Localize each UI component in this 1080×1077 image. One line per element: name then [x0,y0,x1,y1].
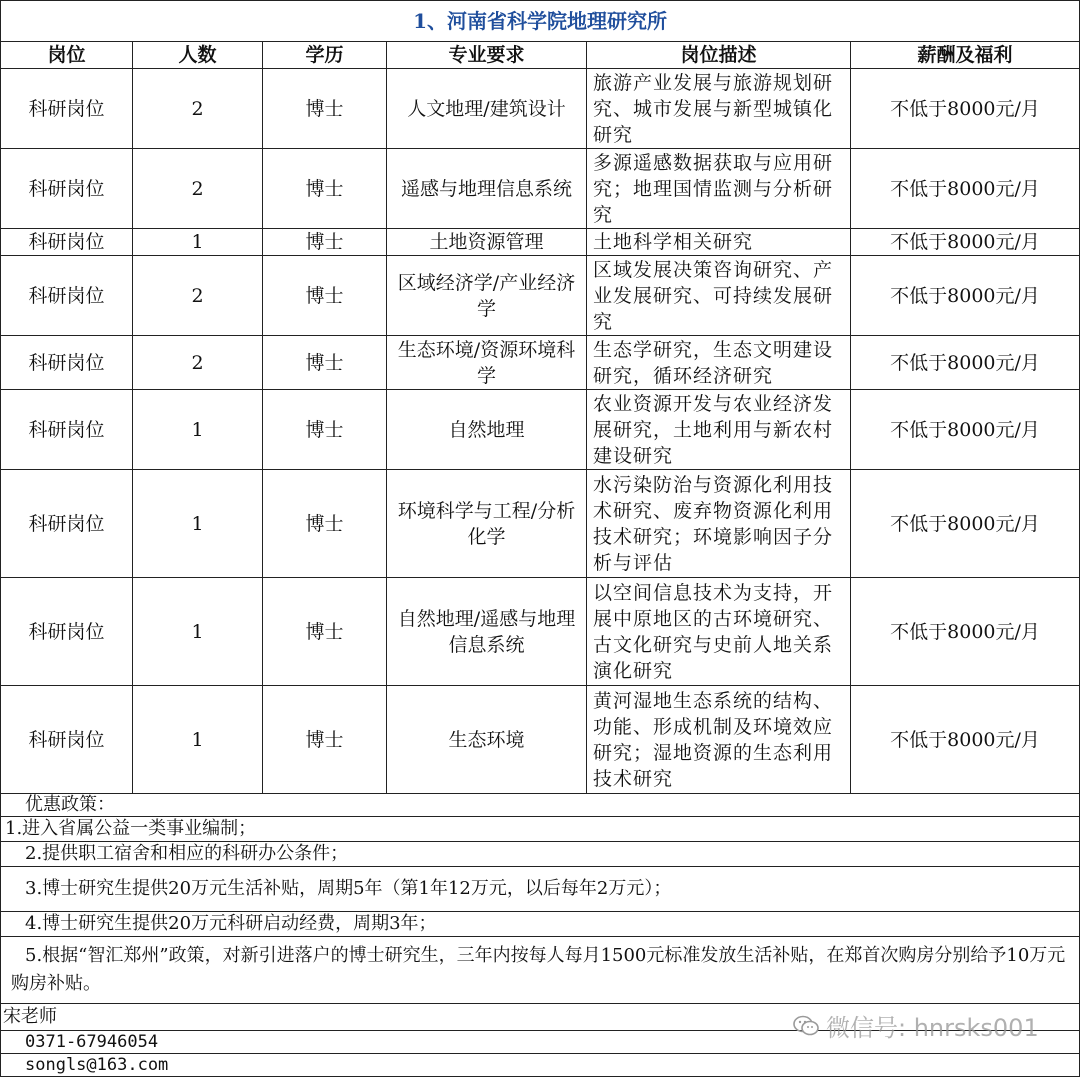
table-row [1,256,1080,336]
cell-count: 2 [133,149,263,229]
cell-major: 环境科学与工程/分析化学 [387,470,587,578]
cell-post: 科研岗位 [1,69,133,149]
cell-degree: 博士 [263,336,387,390]
table-row [1,229,1080,256]
cell-description: 土地科学相关研究 [587,229,851,256]
cell-post: 科研岗位 [1,256,133,336]
cell-post: 科研岗位 [1,686,133,794]
policy-item-4: 4.博士研究生提供20万元科研启动经费，周期3年； [1,912,1080,937]
cell-salary: 不低于8000元/月 [851,578,1080,686]
cell-post: 科研岗位 [1,229,133,256]
cell-major: 土地资源管理 [387,229,587,256]
wechat-icon [792,1014,820,1038]
cell-description: 区域发展决策咨询研究、产业发展研究、可持续发展研究 [587,256,851,336]
cell-post: 科研岗位 [1,578,133,686]
policy-heading: 优惠政策： [1,794,1080,817]
header-salary: 薪酬及福利 [851,42,1080,69]
contact-name: 宋老师 [1,1004,1080,1031]
cell-salary: 不低于8000元/月 [851,686,1080,794]
table-row [1,390,1080,470]
cell-post: 科研岗位 [1,390,133,470]
cell-salary: 不低于8000元/月 [851,256,1080,336]
cell-degree: 博士 [263,229,387,256]
cell-post: 科研岗位 [1,336,133,390]
cell-description: 旅游产业发展与旅游规划研究、城市发展与新型城镇化研究 [587,69,851,149]
cell-description: 以空间信息技术为支持，开展中原地区的古环境研究、古文化研究与史前人地关系演化研究 [587,578,851,686]
header-degree: 学历 [263,42,387,69]
cell-major: 遥感与地理信息系统 [387,149,587,229]
policy-item-2: 2.提供职工宿舍和相应的科研办公条件； [1,842,1080,867]
cell-major: 区域经济学/产业经济学 [387,256,587,336]
cell-salary: 不低于8000元/月 [851,69,1080,149]
cell-post: 科研岗位 [1,470,133,578]
table-row [1,149,1080,229]
wechat-watermark [792,1008,1039,1043]
table-row [1,578,1080,686]
policy-item-1: 1.进入省属公益一类事业编制； [1,817,1080,842]
header-description: 岗位描述 [587,42,851,69]
cell-salary: 不低于8000元/月 [851,390,1080,470]
cell-salary: 不低于8000元/月 [851,470,1080,578]
cell-degree: 博士 [263,578,387,686]
cell-count: 2 [133,256,263,336]
cell-description: 黄河湿地生态系统的结构、功能、形成机制及环境效应研究；湿地资源的生态利用技术研究 [587,686,851,794]
cell-description: 水污染防治与资源化利用技术研究、废弃物资源化利用技术研究；环境影响因子分析与评估 [587,470,851,578]
cell-major: 自然地理/遥感与地理信息系统 [387,578,587,686]
policy-item-5: 5.根据“智汇郑州”政策，对新引进落户的博士研究生，三年内按每人每月1500元标准发放生活补贴，在郑首次购房分别给予10万元购房补贴。 [1,937,1080,1004]
cell-major: 生态环境 [387,686,587,794]
cell-major: 生态环境/资源环境科学 [387,336,587,390]
table-title: 1、河南省科学院地理研究所 [1,1,1080,42]
cell-count: 1 [133,470,263,578]
cell-major: 人文地理/建筑设计 [387,69,587,149]
cell-degree: 博士 [263,256,387,336]
header-count: 人数 [133,42,263,69]
table-row [1,470,1080,578]
cell-degree: 博士 [263,69,387,149]
cell-salary: 不低于8000元/月 [851,336,1080,390]
header-post: 岗位 [1,42,133,69]
contact-phone: 0371-67946054 [1,1031,1080,1054]
header-row [1,42,1080,69]
table-row [1,69,1080,149]
cell-count: 1 [133,390,263,470]
cell-description: 多源遥感数据获取与应用研究；地理国情监测与分析研究 [587,149,851,229]
cell-count: 1 [133,578,263,686]
cell-description: 农业资源开发与农业经济发展研究，土地利用与新农村建设研究 [587,390,851,470]
header-major: 专业要求 [387,42,587,69]
cell-count: 2 [133,69,263,149]
table-row [1,336,1080,390]
cell-count: 2 [133,336,263,390]
table-row [1,686,1080,794]
cell-degree: 博士 [263,390,387,470]
cell-count: 1 [133,686,263,794]
cell-salary: 不低于8000元/月 [851,229,1080,256]
watermark-text: 微信号: hnrsks001 [826,1014,1039,1042]
cell-salary: 不低于8000元/月 [851,149,1080,229]
cell-description: 生态学研究，生态文明建设研究，循环经济研究 [587,336,851,390]
contact-email[interactable]: songls@163.com [1,1054,1080,1077]
cell-count: 1 [133,229,263,256]
cell-degree: 博士 [263,686,387,794]
cell-major: 自然地理 [387,390,587,470]
cell-degree: 博士 [263,470,387,578]
cell-post: 科研岗位 [1,149,133,229]
policy-item-3: 3.博士研究生提供20万元生活补贴，周期5年（第1年12万元，以后每年2万元）； [1,867,1080,912]
cell-degree: 博士 [263,149,387,229]
